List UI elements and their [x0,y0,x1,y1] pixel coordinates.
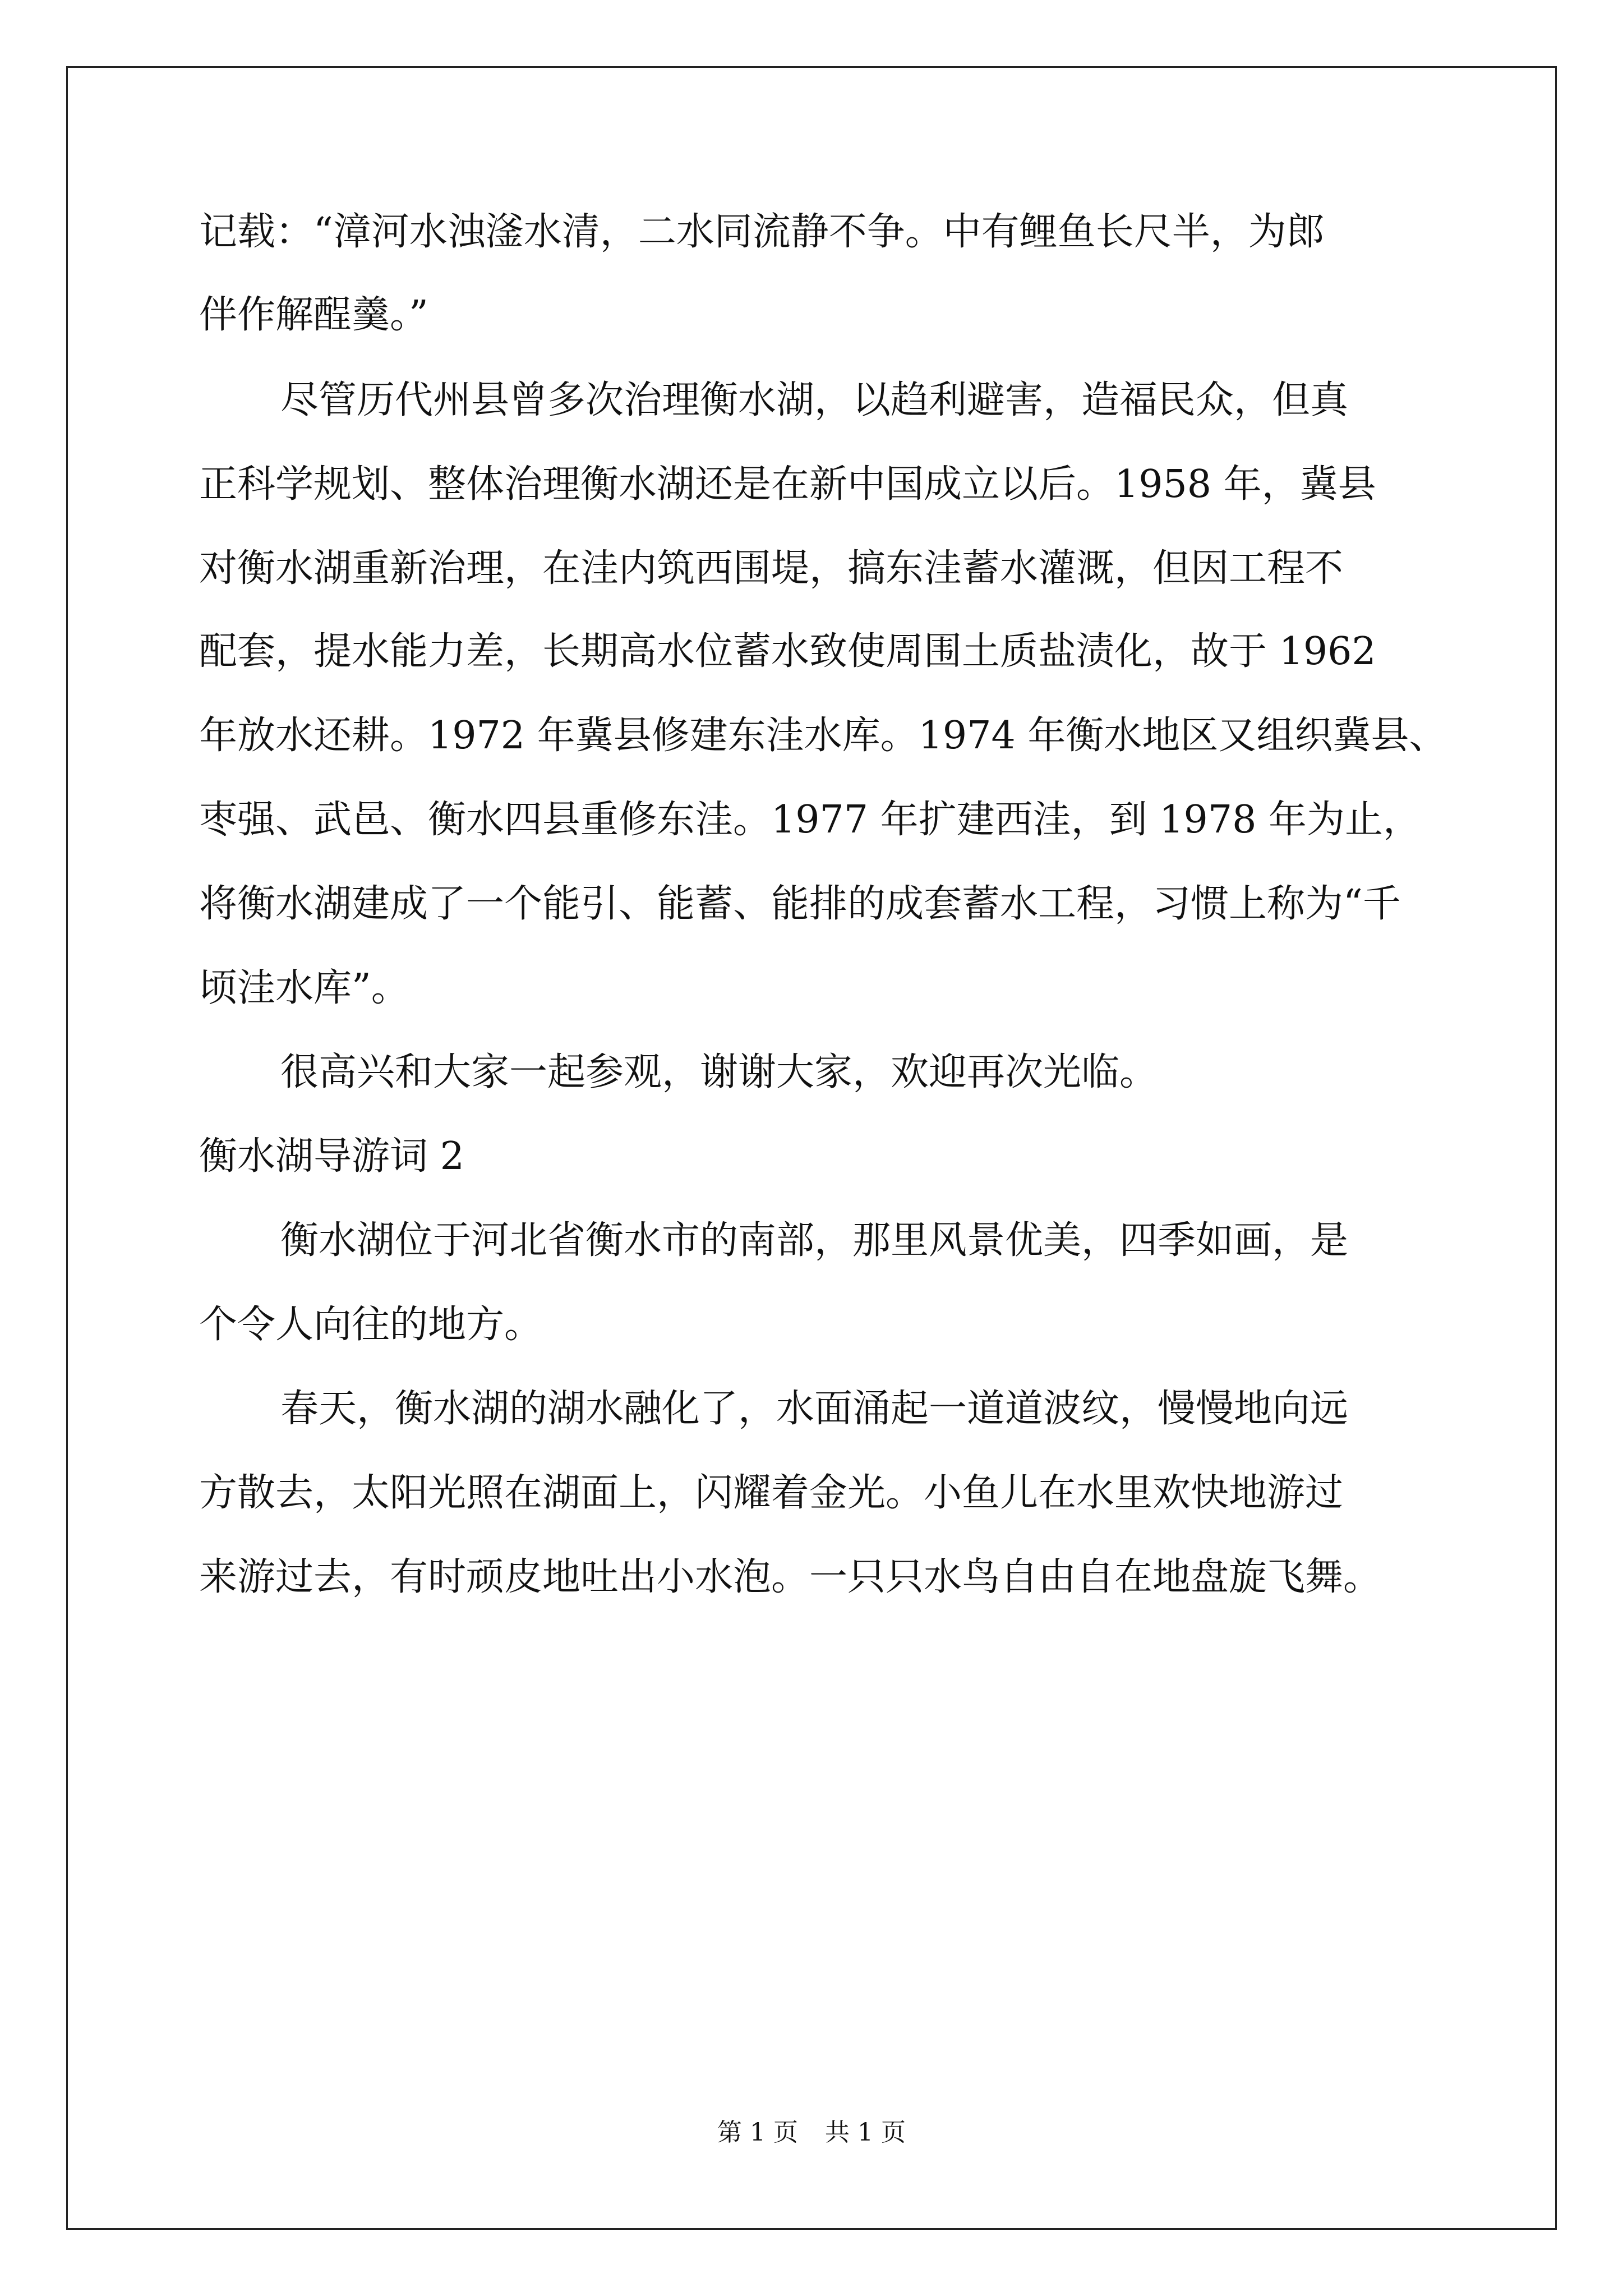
section-heading: 衡水湖导游词 2 [199,1134,464,1179]
text-line: 枣强、武邑、衡水四县重修东洼。1977 年扩建西洼，到 1978 年为止， [199,798,1421,842]
paragraph-start-line: 尽管历代州县曾多次治理衡水湖，以趋利避害，造福民众，但真 [280,378,1349,422]
paragraph-start-line: 春天，衡水湖的湖水融化了，水面涌起一道道波纹，慢慢地向远 [280,1387,1349,1431]
text-line: 个令人向往的地方。 [199,1303,543,1347]
page-footer [0,2112,1623,2148]
text-line: 方散去，太阳光照在湖面上，闪耀着金光。小鱼儿在水里欢快地游过 [199,1471,1344,1515]
page-number: 第 1 页 [717,2118,798,2147]
text-line: 配套，提水能力差，长期高水位蓄水致使周围土质盐渍化，故于 1962 [199,629,1376,674]
page-total: 共 1 页 [825,2118,906,2147]
text-line: 正科学规划、整体治理衡水湖还是在新中国成立以后。1958 年，冀县 [199,462,1376,507]
text-line: 年放水还耕。1972 年冀县修建东洼水库。1974 年衡水地区又组织冀县、 [199,714,1447,758]
paragraph-start-line: 衡水湖位于河北省衡水市的南部，那里风景优美，四季如画，是 [280,1218,1349,1263]
text-line: 将衡水湖建成了一个能引、能蓄、能排的成套蓄水工程，习惯上称为“千 [199,882,1401,926]
text-line: 顷洼水库”。 [199,966,409,1010]
text-line: 对衡水湖重新治理，在洼内筑西围堤，搞东洼蓄水灌溉，但因工程不 [199,546,1344,591]
text-line: 伴作解酲羹。” [199,293,428,337]
text-line: 记载：“漳河水浊滏水清，二水同流静不争。中有鲤鱼长尺半，为郎 [199,210,1325,254]
text-line: 来游过去，有时顽皮地吐出小水泡。一只只水鸟自由自在地盘旋飞舞。 [199,1555,1382,1599]
paragraph-start-line: 很高兴和大家一起参观，谢谢大家，欢迎再次光临。 [280,1050,1158,1094]
